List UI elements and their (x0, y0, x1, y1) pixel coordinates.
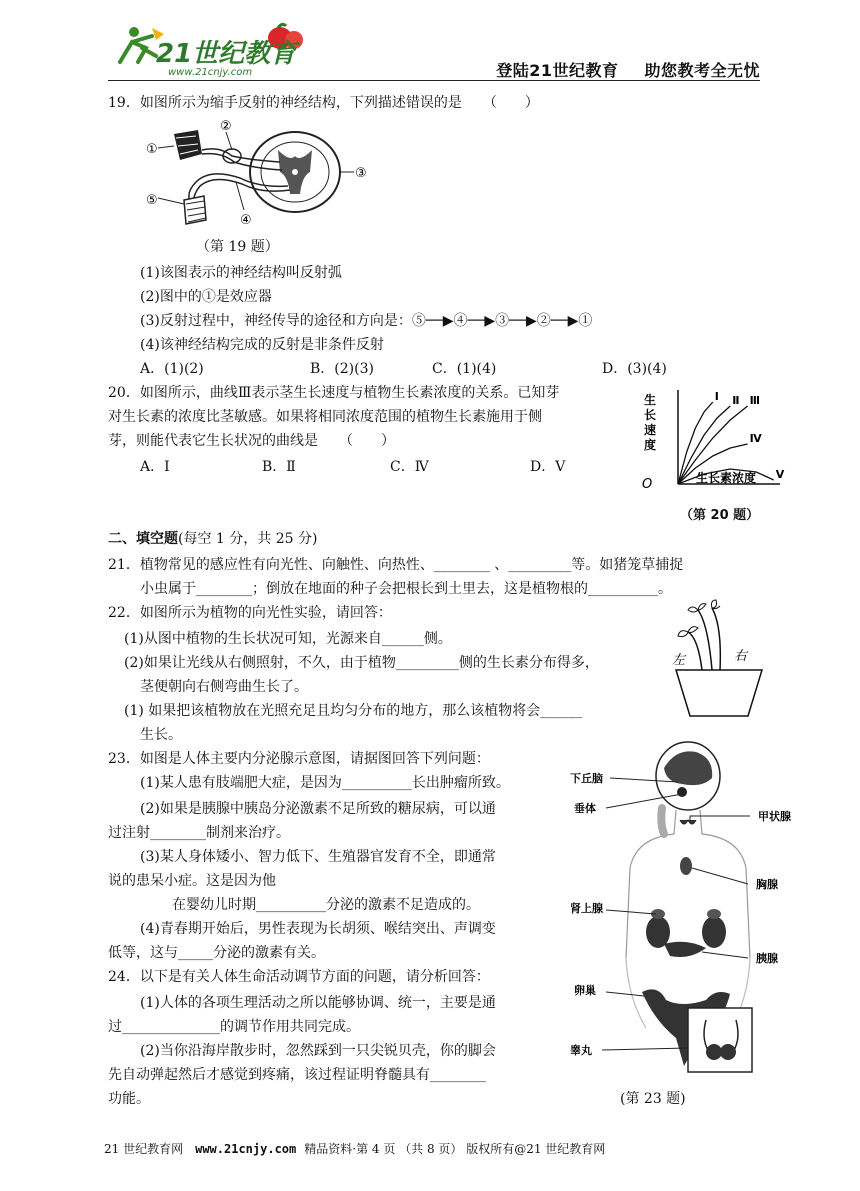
q23-statement-3b: 说的患呆小症。这是因为他 (108, 873, 276, 889)
label-2: ② (220, 119, 232, 134)
q23-statement-2a: (2)如果是胰腺中胰岛分泌激素不足所致的糖尿病，可以通 (140, 801, 496, 817)
header-slogan (496, 58, 760, 81)
q20-line-3: 芽，则能代表它生长状况的曲线是 （ ） (108, 433, 395, 449)
curve-label-1: Ⅰ (714, 390, 719, 403)
q22-statement-3a: (1) 如果把该植物放在光照充足且均匀分布的地方，那么该植物将会______ (124, 703, 583, 719)
q24-statement-2b: 先自动弹起然后才感觉到疼痛，该过程证明脊髓具有________ (108, 1067, 486, 1083)
slogan-left: 登陆21世纪教育 (496, 61, 619, 80)
page-footer (104, 1140, 605, 1157)
y-axis-label-char: 长 (644, 408, 657, 422)
q21-line-2: 小虫属于________；倒放在地面的种子会把根长到土里去，这是植物根的__________。 (140, 581, 672, 597)
q22-statement-2b: 茎便朝向右侧弯曲生长了。 (140, 679, 308, 695)
slogan-right: 助您教考全无忧 (644, 61, 760, 80)
y-axis-label-char: 度 (644, 438, 657, 452)
label-pituitary: 垂体 (574, 802, 596, 815)
q19-statement-4: (4)该神经结构完成的反射是非条件反射 (140, 337, 384, 353)
y-axis-label-char: 生 (644, 393, 657, 407)
growth-curve-chart (638, 384, 788, 496)
q19-statement-2: (2)图中的①是效应器 (140, 289, 272, 305)
flower-pot (676, 670, 762, 716)
q23-caption: (第 23 题) (620, 1091, 686, 1107)
section-2-heading (108, 528, 317, 548)
svg-text:21世纪教育: 21世纪教育 (156, 39, 297, 69)
left-label: 左 (672, 653, 686, 668)
reflex-arc-diagram (140, 116, 380, 234)
q23-statement-3c: 在婴幼儿时期__________分泌的激素不足造成的。 (172, 897, 480, 913)
q23-statement-4b: 低等，这与_____分泌的激素有关。 (108, 945, 325, 961)
svg-text:www.21cnjy.com: www.21cnjy.com (168, 67, 253, 78)
phototropism-plant-diagram (668, 598, 772, 730)
q19-option-b: B．(2)(3) (310, 361, 374, 377)
q20-option-d: D．Ⅴ (530, 459, 566, 475)
footer-url[interactable]: www.21cnjy.com (195, 1142, 297, 1156)
label-1: ① (146, 142, 158, 157)
curve-label-2: Ⅱ (732, 394, 740, 407)
section-2-note: (每空 1 分，共 25 分) (178, 531, 318, 547)
curve-label-5: Ⅴ (775, 468, 785, 481)
q19-option-c: C．(1)(4) (432, 361, 497, 377)
arrow-right-icon: ──▶ (509, 313, 537, 329)
q20-line-1: 20．如图所示，曲线Ⅲ表示茎生长速度与植物生长素浓度的关系。已知芽 (108, 385, 560, 401)
q22-statement-2a: (2)如果让光线从右侧照射，不久，由于植物_________侧的生长素分布得多， (124, 655, 599, 671)
q19-statement-3-prefix: (3)反射过程中，神经传导的途径和方向是： (140, 313, 412, 329)
q22-statement-1: (1)从图中植物的生长状况可知，光源来自______侧。 (124, 631, 452, 647)
q20-line-2: 对生长素的浓度比茎敏感。如果将相同浓度范围的植物生长素施用于侧 (108, 409, 542, 425)
footer-site: 21 世纪教育网 (104, 1142, 184, 1156)
q22-stem: 22．如图所示为植物的向光性实验，请回答： (108, 605, 392, 621)
q19-statement-1: (1)该图表示的神经结构叫反射弧 (140, 265, 342, 281)
q23-statement-4a: (4)青春期开始后，男性表现为长胡须、喉结突出、声调变 (140, 921, 496, 937)
curve-label-4: Ⅳ (749, 432, 762, 445)
arrow-right-icon: ──▶ (467, 313, 496, 329)
q19-stem: 19．如图所示为缩手反射的神经结构，下列描述错误的是 （ ） (108, 95, 539, 111)
origin-label: O (642, 477, 653, 492)
q20-option-a: A．Ⅰ (140, 459, 170, 475)
q20-caption: （第 20 题） (680, 508, 760, 523)
q24-statement-1a: (1)人体的各项生理活动之所以能够协调、统一，主要是通 (140, 995, 496, 1011)
curve-label-3: Ⅲ (749, 394, 761, 407)
label-testis: 睾丸 (570, 1044, 592, 1057)
path-step: ⑤ (411, 313, 426, 329)
q24-statement-1b: 过______________的调节作用共同完成。 (108, 1019, 360, 1035)
label-pancreas: 胰腺 (756, 952, 778, 965)
path-step: ③ (495, 313, 510, 329)
q24-statement-2a: (2)当你沿海岸散步时，忽然踩到一只尖锐贝壳，你的脚会 (140, 1043, 496, 1059)
q24-statement-2c: 功能。 (108, 1091, 150, 1107)
q24-stem: 24．以下是有关人体生命活动调节方面的问题，请分析回答： (108, 969, 490, 985)
label-adrenal: 肾上腺 (570, 902, 603, 915)
q23-statement-1: (1)某人患有肢端肥大症，是因为__________长出肿瘤所致。 (140, 775, 510, 791)
q19-option-d: D．(3)(4) (602, 361, 667, 377)
q19-caption: （第 19 题） (196, 239, 279, 255)
site-logo (112, 22, 312, 78)
path-step: ① (578, 313, 593, 329)
q19-option-a: A．(1)(2) (140, 361, 204, 377)
arrow-right-icon: ──▶ (425, 313, 454, 329)
label-thyroid: 甲状腺 (758, 810, 791, 823)
label-4: ④ (240, 213, 252, 228)
header-divider (108, 80, 760, 81)
label-3: ③ (355, 166, 367, 181)
q20-option-c: C．Ⅳ (390, 459, 429, 475)
footer-page-info: 精品资料·第 4 页 （共 8 页） 版权所有@21 世纪教育网 (304, 1142, 606, 1156)
y-axis-label-char: 速 (644, 423, 657, 437)
q21-line-1: 21．植物常见的感应性有向光性、向触性、向热性、________ 、_________等。如猪笼草捕捉 (108, 557, 684, 573)
q23-statement-3a: (3)某人身体矮小、智力低下、生殖器官发育不全，即通常 (140, 849, 496, 865)
label-5: ⑤ (146, 193, 158, 208)
endocrine-glands-diagram (566, 738, 810, 1086)
q23-stem: 23．如图是人体主要内分泌腺示意图，请据图回答下列问题： (108, 751, 490, 767)
q22-statement-3b: 生长。 (140, 727, 182, 743)
x-axis-label: 生长素浓度 (696, 471, 757, 485)
right-label: 右 (734, 649, 748, 664)
logo-runner-icon (112, 22, 312, 78)
section-2-title: 二、填空题 (108, 531, 178, 547)
q23-statement-2b: 过注射________制剂来治疗。 (108, 825, 290, 841)
y-axis-label (644, 392, 656, 452)
label-thymus: 胸腺 (756, 878, 778, 891)
label-ovary: 卵巢 (574, 984, 596, 997)
path-step: ④ (453, 313, 468, 329)
label-hypothalamus: 下丘脑 (570, 772, 603, 785)
q20-option-b: B．Ⅱ (262, 459, 296, 475)
arrow-right-icon: ──▶ (550, 313, 579, 329)
q19-statement-3 (140, 310, 592, 330)
path-step: ② (536, 313, 551, 329)
